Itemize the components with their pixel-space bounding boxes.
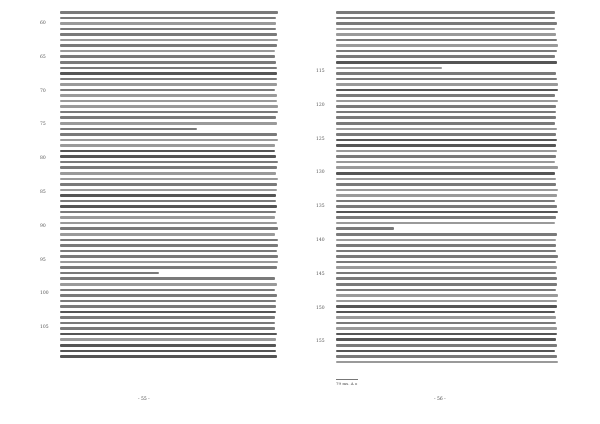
text-line [60,216,275,219]
line-number: 85 [40,190,46,195]
text-line [60,22,276,25]
text-line [60,239,278,242]
line-number: 100 [40,291,49,297]
text-line [60,17,276,20]
text-line [60,211,276,214]
text-line [336,350,555,353]
text-line [336,294,558,297]
text-line [60,144,275,147]
text-line [336,155,556,158]
text-line [336,200,555,203]
text-line [336,172,555,175]
text-line [336,333,557,336]
text-line [60,272,159,275]
text-line [60,39,278,42]
text-line [336,111,556,114]
text-line [60,327,275,330]
text-line [336,61,557,64]
line-number: 60 [40,21,46,26]
text-line [336,33,556,36]
text-line [336,361,558,364]
text-line [60,283,277,286]
text-line [336,338,556,341]
text-line [336,39,557,42]
text-line [60,78,277,81]
text-line [336,266,557,269]
text-line [60,333,277,336]
text-line [336,250,556,253]
line-number: 145 [316,271,325,277]
text-line [60,322,275,325]
line-number: 150 [316,305,325,311]
text-line [60,183,277,186]
text-line [60,178,278,181]
text-line [336,100,558,103]
text-line [336,50,557,53]
text-line [60,161,278,164]
text-line [336,89,558,92]
line-number: 115 [316,69,325,74]
text-line [336,277,557,280]
text-line [336,11,555,14]
text-line [60,344,276,347]
text-line [60,33,277,36]
text-line [60,355,277,358]
text-line [336,83,558,86]
text-line [60,67,277,70]
line-number: 140 [316,238,325,243]
text-line [336,216,556,219]
text-line [60,300,276,303]
footnote-rule [336,379,358,380]
line-number: 80 [40,156,46,162]
text-line [60,200,276,203]
right-page [300,0,600,424]
text-line [336,22,557,25]
text-line [60,244,278,247]
text-line [336,239,556,242]
text-line [60,189,277,192]
text-line [336,261,556,264]
line-number: 75 [40,122,46,128]
text-line [60,105,278,108]
line-number: 90 [40,223,46,229]
text-line [60,89,275,92]
line-number: 70 [40,88,46,94]
text-line [336,17,555,20]
text-line [336,305,557,308]
text-line [60,139,278,142]
text-line [336,28,555,31]
line-number: 125 [316,136,325,142]
text-line [336,144,556,147]
text-line [60,72,277,75]
text-line [336,244,556,247]
text-line [336,283,557,286]
text-line [60,222,277,225]
text-line [336,211,558,214]
text-line [60,100,277,103]
text-line [336,194,557,197]
text-line [336,166,558,169]
text-line [336,316,556,319]
text-line [60,61,276,64]
text-line [60,289,275,292]
left-page-number: - 55 - [138,397,150,402]
line-number: 120 [316,102,325,108]
text-line [336,322,556,325]
text-line [336,227,394,230]
text-line [60,11,278,14]
text-line [336,72,556,75]
text-line [336,133,556,136]
text-line [336,116,556,119]
text-line [336,55,555,58]
text-line [336,289,556,292]
text-line [336,178,556,181]
text-line [336,327,557,330]
text-line [336,255,558,258]
line-number: 95 [40,257,46,263]
text-line [336,161,555,164]
text-line [336,128,557,131]
text-line [60,266,277,269]
text-line [60,166,277,169]
line-number: 135 [316,204,325,210]
text-line [60,261,278,264]
line-number: 155 [316,339,325,345]
text-line [60,338,276,341]
text-line [336,205,557,208]
text-line [336,344,557,347]
text-line [336,272,556,275]
text-line [336,183,556,186]
text-line [60,255,278,258]
text-line [60,194,276,197]
text-line [60,83,277,86]
text-line [60,28,276,31]
line-number: 105 [40,325,49,331]
text-line [60,277,275,280]
text-line [60,116,276,119]
text-line [60,350,276,353]
text-line [336,122,555,125]
text-line [60,172,276,175]
text-line [336,355,557,358]
text-line [336,311,555,314]
text-line [336,139,557,142]
text-line [336,67,442,70]
line-number: 130 [316,170,325,176]
text-line [336,94,555,97]
text-line [60,122,277,125]
text-line [60,155,276,158]
text-line [60,44,277,47]
text-line [60,128,197,131]
text-line [336,300,557,303]
text-line [60,94,277,97]
right-page-number: - 56 - [434,397,446,402]
text-line [336,105,556,108]
text-line [336,78,557,81]
text-line [60,250,277,253]
text-line [60,294,277,297]
text-line [60,233,275,236]
text-line [336,150,557,153]
text-line [60,55,275,58]
text-line [60,316,275,319]
text-line [60,205,277,208]
text-line [336,189,558,192]
footnote: 79 ms. A o [336,381,358,386]
line-number: 65 [40,54,46,60]
text-line [60,227,278,230]
text-line [60,111,278,114]
text-line [60,311,276,314]
text-line [336,44,558,47]
text-line [336,222,555,225]
text-line [60,133,277,136]
text-line [60,305,276,308]
text-line [60,50,275,53]
text-line [336,233,557,236]
text-line [60,150,275,153]
